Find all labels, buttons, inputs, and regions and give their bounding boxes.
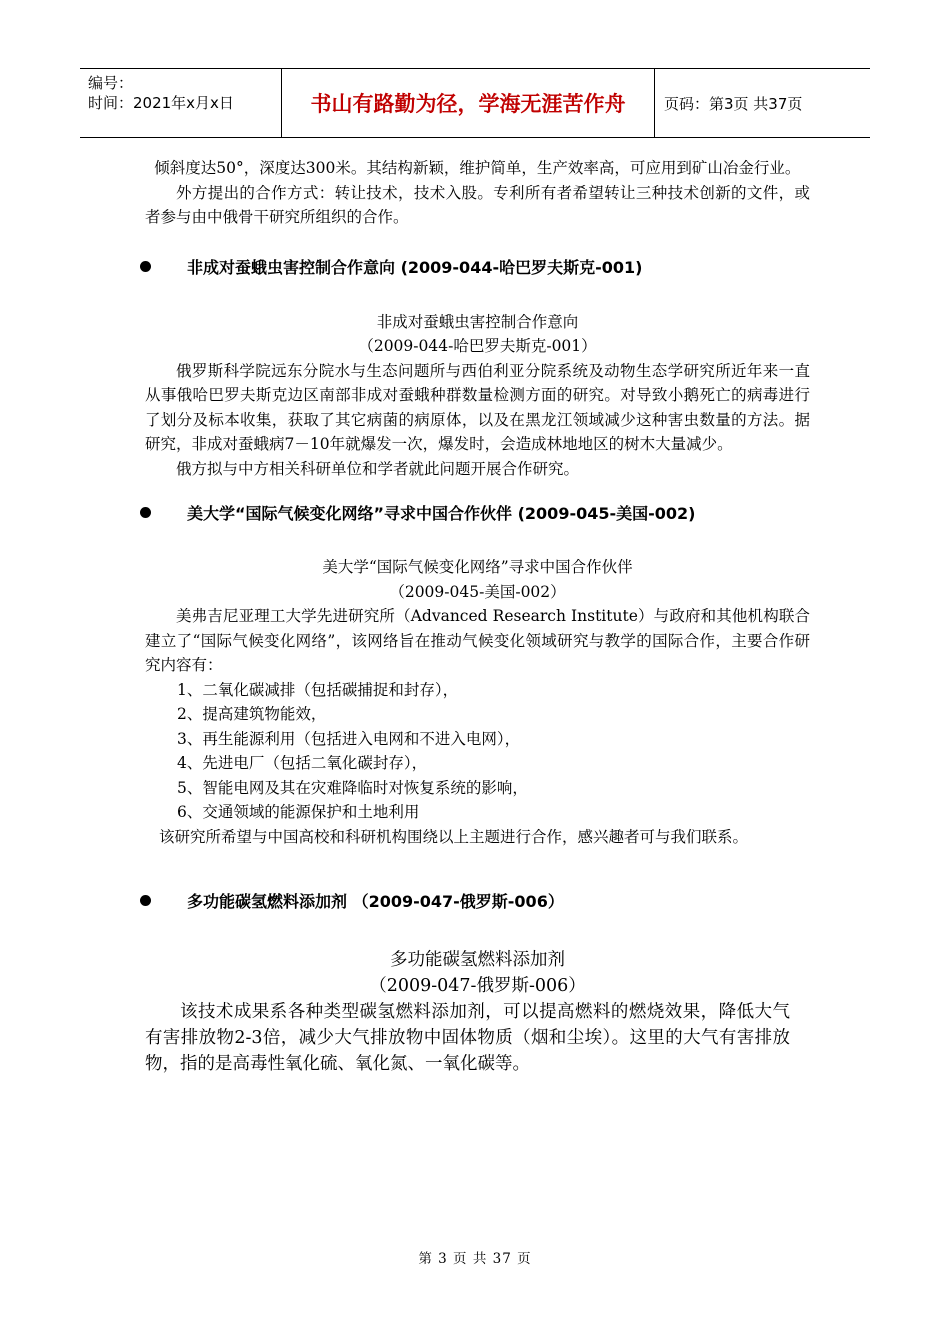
header-page-info: 页码：第3页 共37页 xyxy=(664,94,803,113)
bullet-icon xyxy=(140,895,151,906)
intro-paragraph-1: 倾斜度达50°，深度达300米。其结构新颖，维护简单，生产效率高，可应用到矿山冶金行业。 xyxy=(154,159,801,177)
time-label: 时间：2021年x月x日 xyxy=(88,94,234,112)
page-header xyxy=(80,68,870,138)
intro-paragraph-2: 外方提出的合作方式：转让技术，技术入股。专利所有者希望转让三种技术创新的文件，或者参与由中俄骨干研究所组织的合作。 xyxy=(145,183,810,226)
section-code-2: （2009-045-美国-002） xyxy=(389,582,566,601)
section-heading-1 xyxy=(140,254,810,280)
header-motto: 书山有路勤为径，学海无涯苦作舟 xyxy=(282,69,655,137)
section-1-paragraph-1: 俄罗斯科学院远东分院水与生态问题所与西伯利亚分院系统及动物生态学研究所近年来一直从事俄哈巴罗夫斯克边区南部非成对蚕蛾种群数量检测方面的研究。对导致小鹅死亡的病毒进行了划分及标本收集，获取了其它病菌的病原体，以及在黑龙江领域减少这种害虫数量的方法。据研究，非成对蚕蛾病7－10年就爆发一次，爆发时，会造成林地地区的树木大量减少。 xyxy=(145,361,810,453)
section-title-2: 美大学“国际气候变化网络”寻求中国合作伙伴 xyxy=(322,558,633,576)
page-footer: 第 3 页 共 37 页 xyxy=(418,1251,532,1267)
list-item: 2、提高建筑物能效， xyxy=(177,705,327,723)
section-2-paragraph-1: 美弗吉尼亚理工大学先进研究所（Advanced Research Institute）与政府和其他机构联合建立了“国际气候变化网络”，该网络旨在推动气候变化领域研究与教学的国际合作，主要合作研究内容有： xyxy=(145,607,810,674)
section-1-paragraph-2: 俄方拟与中方相关科研单位和学者就此问题开展合作研究。 xyxy=(176,459,580,478)
section-heading-3 xyxy=(140,887,810,913)
section-heading-3-text: 多功能碳氢燃料添加剂 （2009-047-俄罗斯-006） xyxy=(187,891,564,911)
section-title-3: 多功能碳氢燃料添加剂 xyxy=(390,950,565,970)
list-item: 1、二氧化碳减排（包括碳捕捉和封存）， xyxy=(177,680,459,699)
section-heading-2 xyxy=(140,499,810,525)
section-heading-1-text: 非成对蚕蛾虫害控制合作意向 (2009-044-哈巴罗夫斯克-001) xyxy=(187,258,643,277)
section-2-paragraph-2: 该研究所希望与中国高校和科研机构围绕以上主题进行合作，感兴趣者可与我们联系。 xyxy=(158,827,748,846)
section-3-paragraph-1: 该技术成果系各种类型碳氢燃料添加剂，可以提高燃料的燃烧效果，降低大气有害排放物2-3倍，减少大气排放物中固体物质（烟和尘埃）。这里的大气有害排放物，指的是高毒性氧化硫、氧化氮、一氧化碳等。 xyxy=(145,1002,790,1074)
list-item: 6、交通领域的能源保护和土地利用 xyxy=(177,803,420,821)
list-item: 3、再生能源利用（包括进入电网和不进入电网）， xyxy=(177,729,521,748)
document-body xyxy=(145,156,810,1077)
list-item: 4、先进电厂（包括二氧化碳封存）， xyxy=(177,754,428,772)
header-meta xyxy=(80,69,282,137)
section-code-3: （2009-047-俄罗斯-006） xyxy=(369,976,586,996)
section-code-1: （2009-044-哈巴罗夫斯克-001） xyxy=(358,337,597,355)
number-label: 编号： xyxy=(88,74,134,92)
list-item: 5、智能电网及其在灾难降临时对恢复系统的影响， xyxy=(177,778,528,797)
bullet-icon xyxy=(140,261,151,272)
section-heading-2-text: 美大学“国际气候变化网络”寻求中国合作伙伴 (2009-045-美国-002) xyxy=(187,503,696,523)
bullet-icon xyxy=(140,507,151,518)
section-title-1: 非成对蚕蛾虫害控制合作意向 xyxy=(376,312,579,331)
